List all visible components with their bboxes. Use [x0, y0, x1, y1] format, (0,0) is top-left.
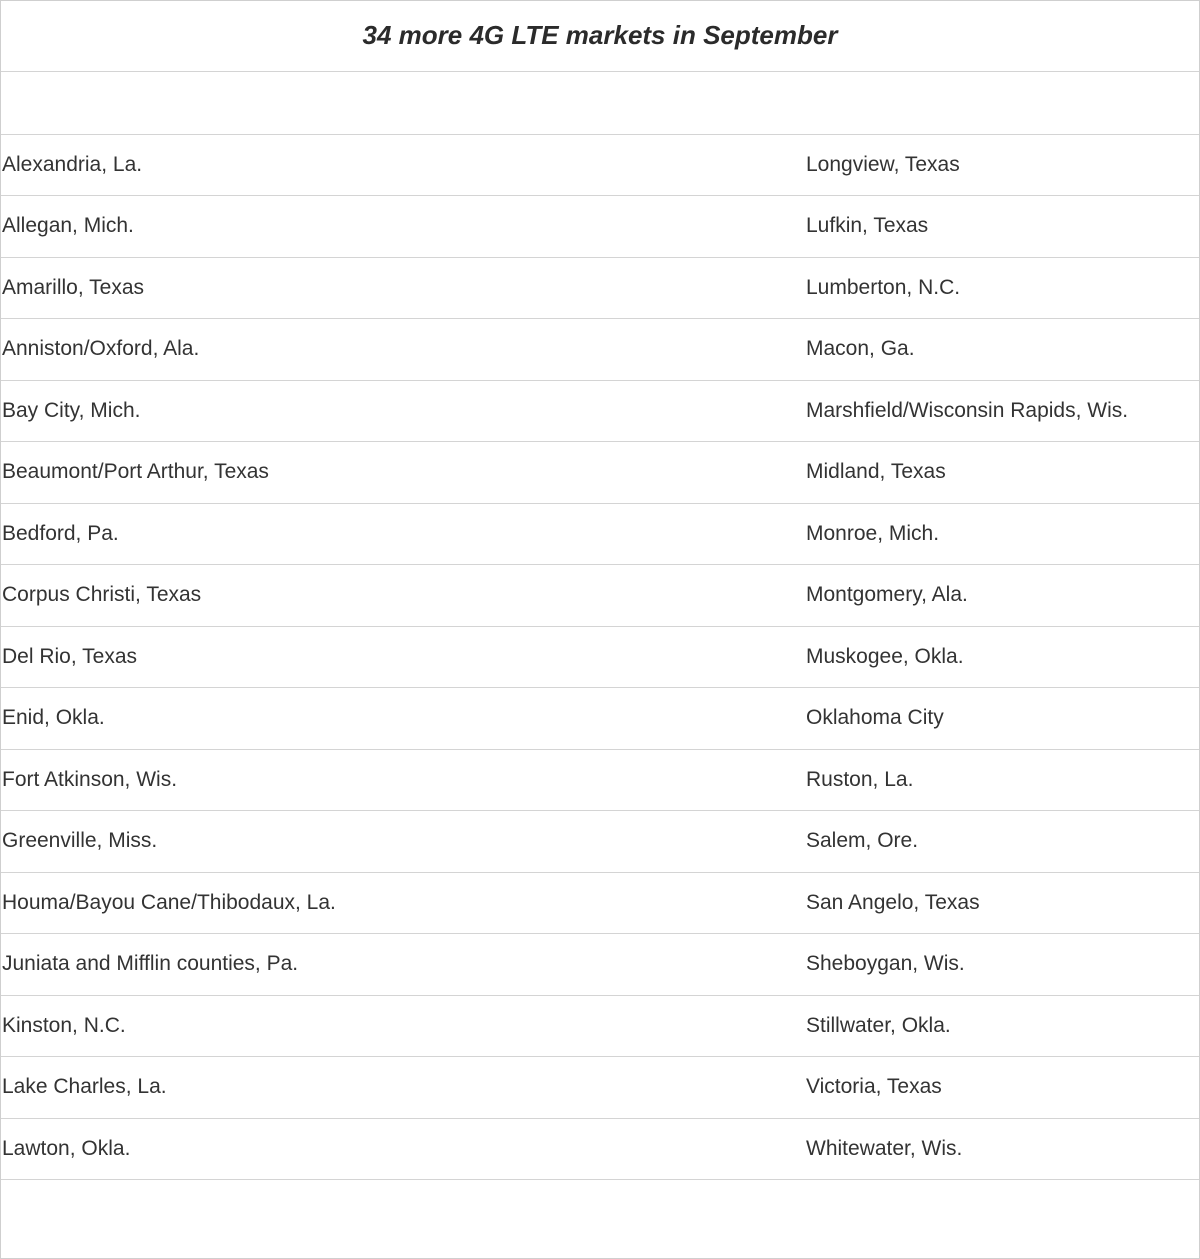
- market-cell-right: Macon, Ga.: [806, 337, 915, 361]
- market-cell-left: Allegan, Mich.: [2, 214, 134, 238]
- table-row: [1, 319, 1199, 381]
- table-row: [1, 196, 1199, 258]
- market-cell-right: Muskogee, Okla.: [806, 644, 964, 668]
- table-row: [1, 1119, 1199, 1181]
- market-cell-right: Lufkin, Texas: [806, 214, 929, 238]
- table-row: [1, 1057, 1199, 1119]
- market-cell-left: Bay City, Mich.: [2, 398, 141, 422]
- table-title: 34 more 4G LTE markets in September: [362, 19, 838, 50]
- market-cell-right: Stillwater, Okla.: [806, 1013, 951, 1037]
- market-cell-left: Alexandria, La.: [2, 152, 143, 176]
- market-cell-right: Longview, Texas: [806, 152, 960, 176]
- market-cell-left: Houma/Bayou Cane/Thibodaux, La.: [2, 890, 336, 914]
- table-row: [1, 504, 1199, 566]
- market-cell-left: Greenville, Miss.: [2, 829, 158, 853]
- table-body: [1, 135, 1199, 1181]
- market-cell-right: Oklahoma City: [806, 706, 944, 730]
- market-cell-right: Marshfield/Wisconsin Rapids, Wis.: [806, 398, 1129, 422]
- empty-header-row: [1, 72, 1199, 135]
- market-cell-right: Ruston, La.: [806, 767, 914, 791]
- market-cell-right: Lumberton, N.C.: [806, 275, 961, 299]
- table-row: [1, 873, 1199, 935]
- market-cell-left: Lawton, Okla.: [2, 1136, 131, 1160]
- market-cell-left: Corpus Christi, Texas: [2, 583, 202, 607]
- market-cell-right: Sheboygan, Wis.: [806, 952, 965, 976]
- market-cell-left: Amarillo, Texas: [2, 275, 144, 299]
- table-row: [1, 934, 1199, 996]
- empty-footer-row: [1, 1180, 1199, 1242]
- table-row: [1, 381, 1199, 443]
- table-row: [1, 135, 1199, 197]
- market-cell-left: Lake Charles, La.: [2, 1075, 167, 1099]
- table-row: [1, 688, 1199, 750]
- table-row: [1, 627, 1199, 689]
- market-cell-left: Del Rio, Texas: [2, 644, 138, 668]
- table-title-row: [1, 1, 1199, 72]
- market-cell-left: Fort Atkinson, Wis.: [2, 767, 178, 791]
- table-row: [1, 258, 1199, 320]
- market-cell-right: Midland, Texas: [806, 460, 946, 484]
- table-row: [1, 750, 1199, 812]
- market-cell-left: Bedford, Pa.: [2, 521, 119, 545]
- market-cell-right: San Angelo, Texas: [806, 890, 980, 914]
- table-row: [1, 565, 1199, 627]
- market-cell-right: Victoria, Texas: [806, 1075, 942, 1099]
- market-cell-right: Montgomery, Ala.: [806, 583, 968, 607]
- market-cell-left: Beaumont/Port Arthur, Texas: [2, 460, 269, 484]
- market-cell-left: Enid, Okla.: [2, 706, 105, 730]
- market-cell-left: Anniston/Oxford, Ala.: [2, 337, 200, 361]
- market-cell-left: Juniata and Mifflin counties, Pa.: [2, 952, 299, 976]
- market-cell-right: Whitewater, Wis.: [806, 1136, 963, 1160]
- table-row: [1, 442, 1199, 504]
- market-cell-left: Kinston, N.C.: [2, 1013, 126, 1037]
- table-row: [1, 996, 1199, 1058]
- market-cell-right: Monroe, Mich.: [806, 521, 940, 545]
- table-row: [1, 811, 1199, 873]
- market-cell-right: Salem, Ore.: [806, 829, 919, 853]
